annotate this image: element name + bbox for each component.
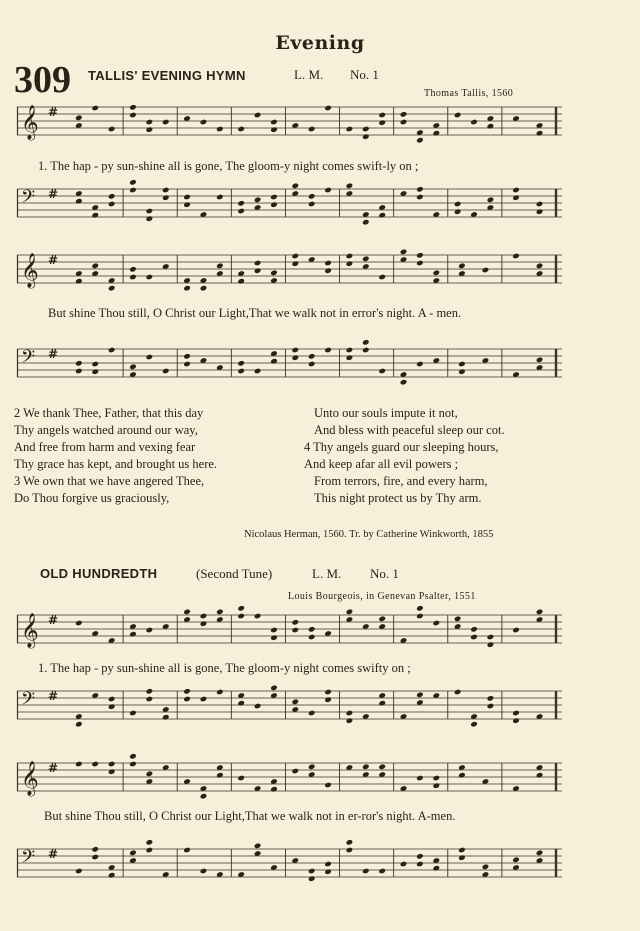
note-head [433, 782, 441, 789]
note-head [362, 339, 370, 346]
stanza-line: Thy grace has kept, and brought us here. [14, 457, 218, 471]
note-head [346, 839, 354, 846]
note-head [146, 688, 154, 695]
note-head [416, 853, 424, 860]
note-head [291, 347, 299, 354]
note-head [200, 696, 208, 703]
lyric-line: 1. The hap - py sun-shine all is gone, The gloom-y night comes swifty on ; [38, 661, 411, 675]
note-head [162, 119, 170, 126]
note-head [536, 263, 544, 270]
note-head [129, 274, 137, 281]
note-head [346, 609, 354, 616]
note-head [346, 183, 354, 190]
stanza-line: Do Thou forgive us graciously, [14, 491, 170, 505]
stanza-line: Unto our souls impute it not, [314, 406, 458, 420]
note-head [324, 260, 332, 267]
note-head [378, 274, 386, 281]
stanza-line: And keep afar all evil powers ; [304, 457, 459, 471]
note-head [146, 126, 154, 133]
note-head [512, 710, 520, 717]
stanza-line: From terrors, fire, and every harm, [314, 474, 488, 488]
note-head [270, 685, 278, 692]
note-head [416, 361, 424, 368]
note-head [200, 119, 208, 126]
note-head [237, 126, 245, 133]
note-head [270, 358, 278, 365]
note-head [487, 703, 495, 710]
note-head [416, 861, 424, 868]
note-head [433, 130, 441, 137]
note-head [416, 613, 424, 620]
note-head [458, 361, 466, 368]
note-head [378, 616, 386, 623]
note-head [536, 609, 544, 616]
note-head [183, 847, 191, 854]
note-head [254, 267, 262, 274]
note-head [512, 717, 520, 724]
stanza-line: This night protect us by Thy arm. [314, 491, 482, 505]
note-head [129, 631, 137, 638]
composer-credit: Louis Bourgeois, in Genevan Psalter, 1551 [288, 591, 476, 602]
note-head [146, 627, 154, 634]
treble-clef-icon: 𝄞 [21, 253, 39, 288]
note-head [433, 620, 441, 627]
note-head [91, 263, 99, 270]
bass-clef-icon: 𝄢 [21, 847, 36, 872]
note-head [146, 354, 154, 361]
note-head [291, 627, 299, 634]
note-head [183, 194, 191, 201]
note-head [129, 266, 137, 273]
note-head [91, 854, 99, 861]
note-head [216, 263, 224, 270]
hymn-meter: L. M. [294, 67, 324, 82]
note-head [458, 854, 466, 861]
note-head [324, 689, 332, 696]
note-head [75, 761, 83, 768]
note-head [416, 186, 424, 193]
note-head [162, 194, 170, 201]
treble-clef-icon: 𝄞 [21, 105, 39, 140]
treble-clef-icon: 𝄞 [21, 613, 39, 648]
note-head [470, 721, 478, 728]
note-head [146, 696, 154, 703]
note-head [237, 278, 245, 285]
hymn-tune-number: No. 1 [370, 566, 399, 581]
note-head [254, 112, 262, 119]
note-head [308, 201, 316, 208]
bass-clef-icon: 𝄢 [21, 187, 36, 212]
note-head [291, 253, 299, 260]
note-head [458, 263, 466, 270]
note-head [362, 256, 370, 263]
note-head [75, 868, 83, 875]
hymn-title: OLD HUNDREDTH [40, 566, 158, 581]
note-head [512, 187, 520, 194]
note-head [346, 847, 354, 854]
note-head [487, 634, 495, 641]
note-head [75, 198, 83, 205]
note-head [362, 126, 370, 133]
note-head [346, 126, 354, 133]
note-head [254, 260, 262, 267]
note-head [378, 868, 386, 875]
note-head [362, 219, 370, 226]
note-head [183, 609, 191, 616]
bass-clef-icon: 𝄢 [21, 689, 36, 714]
note-head [216, 194, 224, 201]
note-head [378, 764, 386, 771]
note-head [108, 126, 116, 133]
note-head [146, 208, 154, 215]
note-head [91, 212, 99, 219]
note-head [416, 605, 424, 612]
note-head [237, 605, 245, 612]
note-head [536, 208, 544, 215]
note-head [454, 112, 462, 119]
note-head [237, 775, 245, 782]
note-head [216, 772, 224, 779]
note-head [237, 208, 245, 215]
bass-clef-icon: 𝄢 [21, 347, 36, 372]
note-head [108, 703, 116, 710]
note-head [362, 868, 370, 875]
note-head [200, 613, 208, 620]
note-head [378, 112, 386, 119]
note-head [291, 260, 299, 267]
note-head [324, 868, 332, 875]
note-head [308, 710, 316, 717]
note-head [270, 270, 278, 277]
composer-credit: Thomas Tallis, 1560 [424, 88, 514, 99]
note-head [324, 696, 332, 703]
treble-staff [17, 254, 562, 286]
note-head [108, 193, 116, 200]
note-head [91, 368, 99, 375]
note-head [216, 126, 224, 133]
note-head [75, 368, 83, 375]
bass-staff [17, 690, 562, 722]
note-head [324, 861, 332, 868]
note-head [308, 126, 316, 133]
note-head [75, 620, 83, 627]
lyric-line: 1. The hap - py sun-shine all is gone, The gloom-y night comes swift-ly on ; [38, 159, 419, 173]
note-head [416, 137, 424, 144]
note-head [237, 200, 245, 207]
note-head [308, 353, 316, 360]
note-head [378, 368, 386, 375]
hymn-tune-number: No. 1 [350, 67, 379, 82]
stanza-column-left [14, 405, 217, 507]
treble-staff [17, 614, 562, 646]
note-head [237, 613, 245, 620]
note-head [183, 696, 191, 703]
sharp-icon: # [48, 253, 59, 267]
note-head [458, 772, 466, 779]
note-head [270, 786, 278, 793]
note-head [291, 699, 299, 706]
bass-staff [17, 348, 562, 380]
lyric-line: But shine Thou still, O Christ our Light,That we walk not in er-ror's night. A-men. [44, 809, 456, 823]
note-head [129, 710, 137, 717]
note-head [129, 850, 137, 857]
note-head [308, 868, 316, 875]
note-head [237, 368, 245, 375]
note-head [108, 696, 116, 703]
note-head [458, 368, 466, 375]
note-head [146, 274, 154, 281]
note-head [237, 360, 245, 367]
section-title: Evening [275, 32, 365, 54]
note-head [129, 761, 137, 768]
note-head [346, 253, 354, 260]
note-head [200, 285, 208, 292]
note-head [416, 775, 424, 782]
note-head [91, 361, 99, 368]
note-head [108, 768, 116, 775]
hymn-title: TALLIS' EVENING HYMN [88, 68, 246, 83]
note-head [146, 119, 154, 126]
note-head [183, 361, 191, 368]
note-head [291, 183, 299, 190]
sharp-icon: # [48, 187, 59, 201]
note-head [487, 123, 495, 130]
sharp-icon: # [48, 761, 59, 775]
note-head [454, 689, 462, 696]
note-head [482, 864, 490, 871]
stanza-line: Thy angels watched around our way, [14, 423, 198, 437]
bass-staff [17, 848, 562, 880]
note-head [362, 133, 370, 140]
note-head [433, 865, 441, 872]
note-head [162, 714, 170, 721]
stanza-column-right [304, 405, 505, 507]
note-head [308, 193, 316, 200]
note-head [400, 111, 408, 118]
note-head [108, 285, 116, 292]
note-head [536, 201, 544, 208]
stanza-line: 3 We own that we have angered Thee, [14, 474, 205, 488]
note-head [346, 347, 354, 354]
note-head [129, 187, 137, 194]
note-head [346, 710, 354, 717]
treble-staff [17, 762, 562, 794]
stanza-line: And bless with peaceful sleep our cot. [314, 423, 505, 437]
sharp-icon: # [48, 847, 59, 861]
note-head [416, 194, 424, 201]
note-head [416, 260, 424, 267]
note-head [75, 278, 83, 285]
hymn-subtitle: (Second Tune) [196, 566, 273, 581]
note-head [536, 850, 544, 857]
note-head [324, 267, 332, 274]
sharp-icon: # [48, 105, 59, 119]
note-head [400, 249, 408, 256]
note-head [362, 347, 370, 354]
bass-staff [17, 188, 562, 220]
note-head [454, 616, 462, 623]
note-head [308, 361, 316, 368]
note-head [270, 119, 278, 126]
note-head [75, 115, 83, 122]
note-head [183, 353, 191, 360]
note-head [454, 201, 462, 208]
note-head [129, 753, 137, 760]
note-head [91, 846, 99, 853]
note-head [270, 634, 278, 641]
note-head [216, 609, 224, 616]
note-head [512, 253, 520, 260]
note-head [146, 847, 154, 854]
stanza-line: 2 We thank Thee, Father, that this day [14, 406, 204, 420]
note-head [308, 634, 316, 641]
note-head [324, 187, 332, 194]
note-head [108, 761, 116, 768]
note-head [487, 197, 495, 204]
hymn-number: 309 [14, 59, 71, 101]
stanza-line: And free from harm and vexing fear [14, 440, 196, 454]
note-head [454, 208, 462, 215]
note-head [324, 105, 332, 112]
note-head [346, 717, 354, 724]
note-head [146, 771, 154, 778]
note-head [129, 104, 137, 111]
translation-credit: Nicolaus Herman, 1560. Tr. by Catherine Winkworth, 1855 [244, 529, 494, 540]
note-head [254, 613, 262, 620]
note-head [291, 619, 299, 626]
note-head [362, 764, 370, 771]
note-head [487, 641, 495, 648]
hymn-meter: L. M. [312, 566, 342, 581]
note-head [254, 703, 262, 710]
note-head [378, 212, 386, 219]
note-head [378, 700, 386, 707]
note-head [512, 857, 520, 864]
note-head [536, 357, 544, 364]
note-head [308, 875, 316, 882]
note-head [346, 260, 354, 267]
note-head [458, 847, 466, 854]
note-head [254, 843, 262, 850]
note-head [512, 627, 520, 634]
note-head [216, 689, 224, 696]
note-head [237, 700, 245, 707]
note-head [146, 839, 154, 846]
note-head [536, 772, 544, 779]
note-head [400, 119, 408, 126]
note-head [254, 368, 262, 375]
note-head [108, 201, 116, 208]
note-head [378, 119, 386, 126]
note-head [416, 252, 424, 259]
note-head [183, 285, 191, 292]
note-head [487, 695, 495, 702]
note-head [324, 347, 332, 354]
note-head [200, 868, 208, 875]
treble-clef-icon: 𝄞 [21, 761, 39, 796]
note-head [129, 112, 137, 119]
note-head [470, 626, 478, 633]
note-head [270, 126, 278, 133]
note-head [470, 634, 478, 641]
note-head [108, 347, 116, 354]
note-head [270, 194, 278, 201]
sharp-icon: # [48, 613, 59, 627]
note-head [291, 354, 299, 361]
note-head [400, 379, 408, 386]
note-head [183, 201, 191, 208]
note-head [482, 267, 490, 274]
note-head [433, 775, 441, 782]
note-head [183, 688, 191, 695]
note-head [162, 368, 170, 375]
note-head [308, 626, 316, 633]
note-head [470, 119, 478, 126]
note-head [346, 354, 354, 361]
note-head [108, 872, 116, 879]
note-head [200, 793, 208, 800]
note-head [536, 130, 544, 137]
note-head [75, 721, 83, 728]
note-head [200, 620, 208, 627]
note-head [291, 768, 299, 775]
note-head [91, 105, 99, 112]
note-head [146, 215, 154, 222]
note-head [433, 270, 441, 277]
note-head [324, 782, 332, 789]
note-head [129, 179, 137, 186]
treble-staff [17, 106, 562, 138]
note-head [162, 187, 170, 194]
note-head [512, 194, 520, 201]
note-head [75, 360, 83, 367]
note-head [270, 627, 278, 634]
note-head [308, 764, 316, 771]
sharp-icon: # [48, 689, 59, 703]
lyric-line: But shine Thou still, O Christ our Light,That we walk not in error's night. A - men. [48, 306, 462, 320]
note-head [416, 692, 424, 699]
note-head [400, 861, 408, 868]
note-head [270, 201, 278, 208]
note-head [91, 761, 99, 768]
sharp-icon: # [48, 347, 59, 361]
stanza-line: 4 Thy angels guard our sleeping hours, [304, 440, 499, 454]
note-head [254, 197, 262, 204]
note-head [129, 364, 137, 371]
